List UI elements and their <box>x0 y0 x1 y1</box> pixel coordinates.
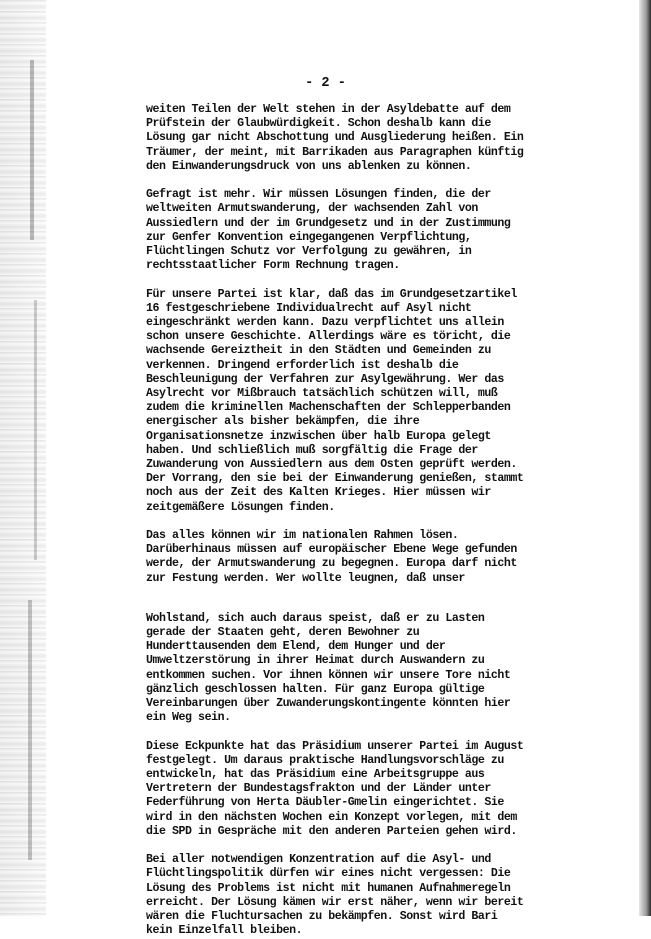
text-line: zudem die kriminellen Machenschaften der Schlepperbanden <box>146 401 511 415</box>
text-line: weiten Teilen der Welt stehen in der Asyldebatte auf dem <box>146 103 511 116</box>
text-line: Federführung von Herta Däubler-Gmelin eingerichtet. Sie <box>146 796 504 810</box>
text-line: eingeschränkt werden kann. Dazu verpflichtet uns allein <box>146 316 504 330</box>
text-line: Bei aller notwendigen Konzentration auf die Asyl- und <box>146 853 491 867</box>
text-line: Umweltzerstörung in ihrer Heimat durch Auswandern zu <box>146 654 485 668</box>
text-line: Gefragt ist mehr. Wir müssen Lösungen finden, die der <box>146 188 491 202</box>
paragraph-gap <box>146 725 596 739</box>
text-line: gerade der Staaten geht, deren Bewohner zu <box>146 626 420 640</box>
text-line: Lösung des Problems ist nicht mit humanen Aufnahmeregeln <box>146 881 511 895</box>
text-line: Prüfstein der Glaubwürdigkeit. Schon deshalb kann die <box>146 117 491 131</box>
text-line: kein Einzelfall bleiben. <box>146 924 303 938</box>
scan-shadow-right <box>639 0 651 916</box>
text-line: entkommen suchen. Vor ihnen können wir unsere Tore nicht <box>146 668 511 682</box>
text-line: Darüberhinaus müssen auf europäischer Ebene Wege gefunden <box>146 543 517 557</box>
text-line: die SPD in Gespräche mit den anderen Parteien gehen wird. <box>146 824 517 838</box>
paragraph-gap <box>146 515 596 529</box>
text-line: Für unsere Partei ist klar, daß das im Grundgesetzartikel <box>146 287 517 301</box>
paragraph-gap <box>146 839 596 853</box>
paragraph-3 <box>146 288 596 515</box>
paragraph-4 <box>146 529 596 586</box>
text-line: noch aus der Zeit des Kalten Krieges. Hier müssen wir <box>146 486 491 500</box>
text-line: 16 festgeschriebene Individualrecht auf Asyl nicht <box>146 301 472 315</box>
text-line: rechtsstaatlicher Form Rechnung tragen. <box>146 259 400 273</box>
text-line: Hunderttausenden dem Elend, dem Hunger und der <box>146 640 446 654</box>
text-line: Diese Eckpunkte hat das Präsidium unserer Partei im August <box>146 739 524 753</box>
paragraph-1 <box>146 103 596 174</box>
text-line: wachsende Gereiztheit in den Städten und Gemeinden zu <box>146 344 491 358</box>
text-line: den Einwanderungsdruck von uns ablenken zu können. <box>146 159 472 173</box>
text-line: Asylrecht vor Mißbrauch tatsächlich schützen will, muß <box>146 387 498 401</box>
paragraph-gap <box>146 174 596 188</box>
text-line: Organisationsnetze inzwischen über halb Europa gelegt <box>146 429 491 443</box>
text-line: Zuwanderung von Aussiedlern aus dem Osten geprüft werden. <box>146 458 517 472</box>
text-line: Der Vorrang, den sie bei der Einwanderung genießen, stammt <box>146 472 524 486</box>
paragraph-2 <box>146 188 596 273</box>
paragraph-gap <box>146 273 596 287</box>
text-line: entwickeln, hat das Präsidium eine Arbeitsgruppe aus <box>146 768 485 782</box>
text-line: ein Weg sein. <box>146 711 231 725</box>
text-line: zeitgemäßere Lösungen finden. <box>146 500 335 514</box>
paragraph-6 <box>146 740 596 839</box>
text-line: Beschleunigung der Verfahren zur Asylgewährung. Wer das <box>146 372 504 386</box>
text-line: Aussiedlern und der im Grundgesetz und in der Zustimmung <box>146 216 511 230</box>
text-line: Vereinbarungen über Zuwanderungskontingente könnten hier <box>146 697 511 711</box>
text-line: festgelegt. Um daraus praktische Handlungsvorschläge zu <box>146 753 504 767</box>
text-line: zur Festung werden. Wer wollte leugnen, daß unser <box>146 571 465 585</box>
text-line: werde, der Armutswanderung zu begegnen. Europa darf nicht <box>146 557 517 571</box>
paragraph-gap <box>146 586 596 612</box>
text-line: wären die Fluchtursachen zu bekämpfen. Sonst wird Bari <box>146 910 498 924</box>
text-line: Wohlstand, sich auch daraus speist, daß er zu Lasten <box>146 611 485 625</box>
document-body <box>146 103 596 939</box>
text-line: gänzlich geschlossen halten. Für ganz Europa gültige <box>146 682 485 696</box>
text-line: energischer als bisher bekämpfen, die ihre <box>146 415 420 429</box>
text-line: weltweiten Armutswanderung, der wachsenden Zahl von <box>146 202 478 216</box>
text-line: schon unsere Geschichte. Allerdings wäre es töricht, die <box>146 330 511 344</box>
text-line: wird in den nächsten Wochen ein Konzept vorlegen, mit dem <box>146 810 517 824</box>
text-line: Vertretern der Bundestagsfrakton und der Länder unter <box>146 782 491 796</box>
paragraph-7 <box>146 853 596 938</box>
paragraph-5 <box>146 612 596 726</box>
page-number: - 2 - <box>305 76 346 91</box>
text-line: haben. Und schließlich muß sorgfältig die Frage der <box>146 443 478 457</box>
scan-shadow-left <box>0 0 46 916</box>
text-line: erreicht. Der Lösung kämen wir erst näher, wenn wir bereit <box>146 895 524 909</box>
text-line: Träumer, der meint, mit Barrikaden aus Paragraphen künftig <box>146 145 524 159</box>
text-line: zur Genfer Konvention eingegangenen Verpflichtung, <box>146 230 472 244</box>
text-line: Lösung gar nicht Abschottung und Ausgliederung heißen. Ein <box>146 131 524 145</box>
text-line: Flüchtlingspolitik dürfen wir eines nicht vergessen: Die <box>146 867 511 881</box>
text-line: Flüchtlingen Schutz vor Verfolgung zu gewähren, in <box>146 245 472 259</box>
text-line: verkennen. Dringend erforderlich ist deshalb die <box>146 358 459 372</box>
text-line: Das alles können wir im nationalen Rahmen lösen. <box>146 529 459 543</box>
